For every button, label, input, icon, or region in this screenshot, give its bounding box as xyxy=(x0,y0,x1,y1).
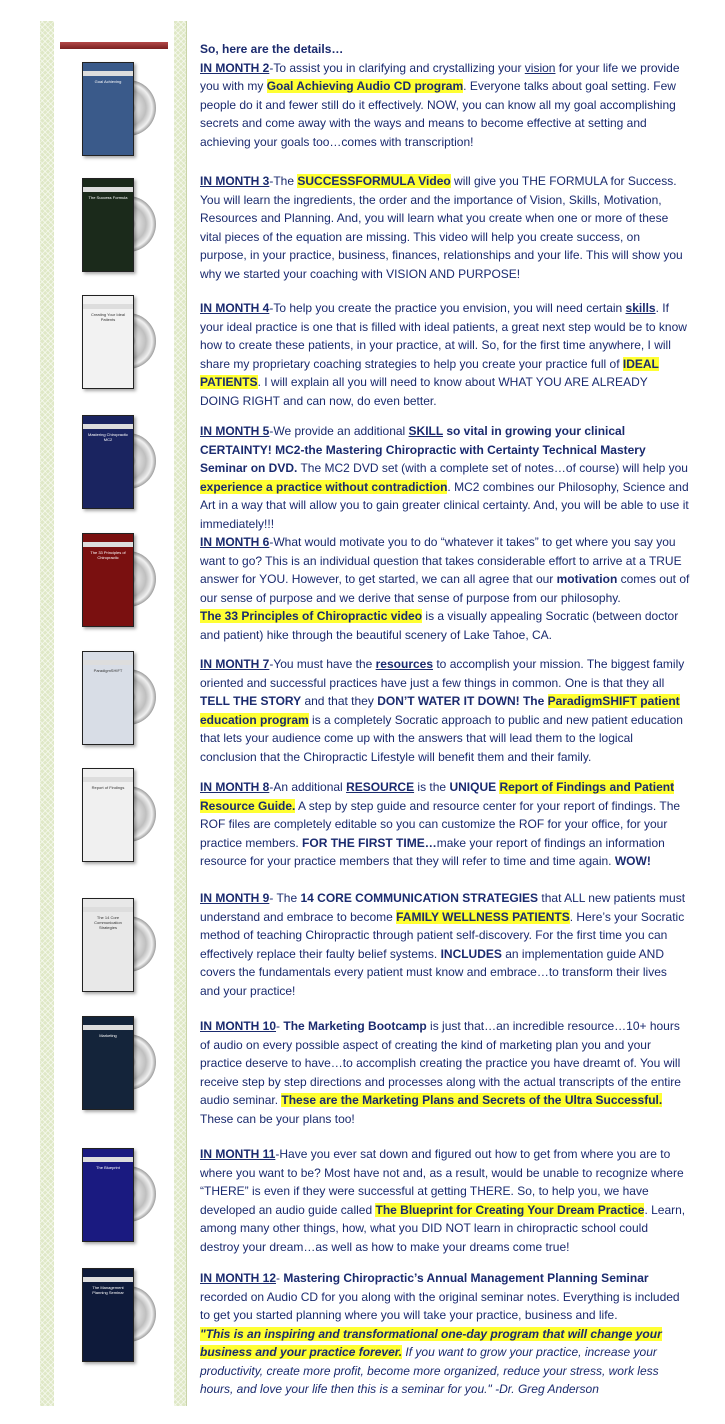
product-cover-image xyxy=(62,415,154,507)
product-title: Report of Findings xyxy=(91,785,125,790)
month-4-entry: IN MONTH 4-To help you create the practice you envision, you will need certain skills. If your ideal practice is one that is filled with ideal patients, a great next step would be to know how to create these patients, in your practice, at will. So, for the first time anywhere, I will share my proprietary coaching strategies to help you create your practice full of IDEAL PATIENTS. I will explain all you will need to know about WHAT YOU ARE ALREADY DOING RIGHT and can now, do even better. xyxy=(200,301,687,408)
product-case xyxy=(82,768,134,862)
highlight: The Blueprint for Creating Your Dream Practice xyxy=(375,1202,645,1217)
product-case xyxy=(82,1016,134,1110)
month-label: IN MONTH 8 xyxy=(200,780,270,794)
product-cover-image xyxy=(62,533,154,625)
product-case xyxy=(82,295,134,389)
product-title: The Management Planning Seminar xyxy=(92,1285,124,1295)
month-5-entry: IN MONTH 5-We provide an additional SKILL so vital in growing your clinical CERTAINTY! MC2-the Mastering Chiropractic with Certainty Technical Mastery Seminar on DVD. The MC2 DVD set (with a complete set of notes…of course) will help you experience a practice without contradiction. MC2 combines our Philosophy, Science and Art in a way that will allow you to gain greater clinical certainty. And, you will be able to use it immediately!!! xyxy=(200,424,689,531)
month-label: IN MONTH 6 xyxy=(200,535,270,549)
product-case xyxy=(82,898,134,992)
month-6-entry: IN MONTH 6-What would motivate you to do “whatever it takes” to get where you say you want to go? This is an individual question that takes considerable effort to arrive at a TRUE answer for YOU. However, to get started, we can all agree that our motivation comes out of our sense of purpose and we derive that sense of purpose from our philosophy. The 33 Principles of Chiropractic video is a visually appealing Socratic (between doctor and patient) hike through the beautiful scenery of Lake Tahoe, CA. xyxy=(200,535,690,642)
product-title: Marketing xyxy=(99,1033,117,1038)
product-case xyxy=(82,62,134,156)
month-label: IN MONTH 2 xyxy=(200,60,270,75)
product-cover-image xyxy=(62,1148,154,1240)
highlight: These are the Marketing Plans and Secrets of the Ultra Successful. xyxy=(281,1093,663,1107)
product-cover-image xyxy=(62,178,154,270)
month-7-entry: IN MONTH 7-You must have the resources to accomplish your mission. The biggest family oriented and successful practices have just a few things in common. One is that they all TELL THE STORY and that they DON’T WATER IT DOWN! The ParadigmSHIFT patient education program is a completely Socratic approach to public and new patient education that lets your audience come up with the answers that will lead them to the logical conclusion that the Chiropractic Lifestyle will benefit them and their family. xyxy=(200,657,685,764)
product-title: Mastering Chiropractic MC2 xyxy=(87,432,128,442)
month-10-entry: IN MONTH 10- The Marketing Bootcamp is just that…an incredible resource…10+ hours of audio on every possible aspect of creating the kind of marketing plan you and your practice deserve to have…to accomplish creating the practice you have dreamt of. You will receive step by step directions and processes along with the actual transcripts of the entire audio seminar. These are the Marketing Plans and Secrets of the Ultra Successful. These can be your plans too! xyxy=(200,1019,681,1126)
highlight: The 33 Principles of Chiropractic video xyxy=(200,609,423,623)
month-11-entry: IN MONTH 11-Have you ever sat down and figured out how to get from where you are to where you want to be? Most have not and, as a result, would be unable to recognize where “THERE” is even if they were successful at getting THERE. So, to help you, we have developed an audio guide called The Blueprint for Creating Your Dream Practice. Learn, among many other things, how, what you DID NOT learn in chiropractic school could destroy your dream…as well as how to make your dreams come true! xyxy=(200,1147,686,1254)
product-case xyxy=(82,415,134,509)
details-content xyxy=(200,40,690,151)
month-label: IN MONTH 9 xyxy=(200,891,270,905)
highlight: Report of Findings and Patient Resource Guide. xyxy=(200,780,675,813)
month-label: IN MONTH 5 xyxy=(200,424,270,438)
month-label: IN MONTH 7 xyxy=(200,657,270,671)
product-cover-image xyxy=(62,295,154,387)
month-3-entry: IN MONTH 3-The SUCCESSFORMULA Video will give you THE FORMULA for Success. You will learn the ingredients, the order and the importance of Vision, Skills, Motivation, Resources and Planning. And, you will learn what you create when one or more of these vital pieces of the equation are missing. This video will help you create success, on purpose, in your practice, business, finances, relationships and your life. This will show you why we started your coaching with VISION AND PURPOSE! xyxy=(200,174,683,281)
month-12-entry: IN MONTH 12- Mastering Chiropractic’s Annual Management Planning Seminar recorded on Audio CD for you along with the original seminar notes. Everything is included to get you started planning where you will take your practice, business and life. "This is an inspiring and transformational one-day program that will change your business and your practice forever. If you want to grow your practice, increase your productivity, create more profit, become more organized, reduce your stress, work less hours, and love your life then this is a seminar for you." -Dr. Greg Anderson xyxy=(200,1271,680,1396)
month-8-entry: IN MONTH 8-An additional RESOURCE is the UNIQUE Report of Findings and Patient Resource Guide. A step by step guide and resource center for your report of findings. The ROF files are completely editable so you can customize the ROF for your office, for your practice members. FOR THE FIRST TIME…make your report of findings an information resource for your practice members that they will refer to time and time again. WOW! xyxy=(200,780,681,868)
intro-heading: So, here are the details… xyxy=(200,42,344,56)
product-title: Goal Achieving xyxy=(94,79,122,84)
product-cover-image xyxy=(62,768,154,860)
product-cover-image xyxy=(62,1016,154,1108)
header-rule xyxy=(60,42,168,49)
product-title: ParadigmSHIFT xyxy=(93,668,123,673)
month-label: IN MONTH 12 xyxy=(200,1271,277,1285)
product-case xyxy=(82,1148,134,1242)
product-case xyxy=(82,178,134,272)
testimonial-quote: "This is an inspiring and transformational one-day program that will change your business and your practice forever. xyxy=(200,1326,662,1359)
product-cover-image xyxy=(62,1268,154,1360)
month-label: IN MONTH 11 xyxy=(200,1147,276,1161)
month-label: IN MONTH 10 xyxy=(200,1019,277,1033)
highlight: Goal Achieving Audio CD program xyxy=(266,79,464,93)
product-case xyxy=(82,533,134,627)
product-case xyxy=(82,1268,134,1362)
product-cover-image xyxy=(62,62,154,154)
highlight: IDEAL PATIENTS xyxy=(200,356,659,389)
month-2-entry: IN MONTH 2-To assist you in clarifying and crystallizing your vision for your life we provide you with my Goal Achieving Audio CD program. Everyone talks about goal setting. Few people do it and fewer still do it effectively. NOW, you can know all my goal accomplishing secrets and come away with the ways and means to become effective at setting and achieving your goals too…comes with transcription! xyxy=(200,60,680,149)
product-title: The 33 Principles of Chiropractic xyxy=(90,550,126,560)
product-cover-image xyxy=(62,651,154,743)
product-title: The Success Formula xyxy=(88,195,128,200)
highlight: SUCCESSFORMULA Video xyxy=(297,174,451,188)
month-label: IN MONTH 4 xyxy=(200,301,270,315)
testimonial-attribution: If you want to grow your practice, increase your productivity, create more profit, become more organized, reduce your stress, work less hours, and love your life then this is a seminar for you." -Dr. Greg Anderson xyxy=(200,1345,659,1396)
product-title: Creating Your Ideal Patients xyxy=(90,312,126,322)
product-title: The Blueprint xyxy=(96,1165,120,1170)
highlight: ParadigmSHIFT patient education program xyxy=(200,694,680,727)
product-case xyxy=(82,651,134,745)
month-label: IN MONTH 3 xyxy=(200,174,270,188)
highlight: FAMILY WELLNESS PATIENTS xyxy=(396,909,570,924)
product-cover-image xyxy=(62,898,154,990)
highlight: experience a practice without contradiction xyxy=(200,479,448,494)
month-9-entry: IN MONTH 9- The 14 CORE COMMUNICATION STRATEGIES that ALL new patients must understand and embrace to become FAMILY WELLNESS PATIENTS. Here’s your Socratic method of teaching Chiropractic through patient self-discovery. For the first time you can effectively replace their faulty belief systems. INCLUDES an implementation guide AND covers the fundamentals every patient must know and embrace…to transform their lives and your practice! xyxy=(200,891,686,998)
product-title: The 14 Core Communication Strategies xyxy=(94,915,122,930)
